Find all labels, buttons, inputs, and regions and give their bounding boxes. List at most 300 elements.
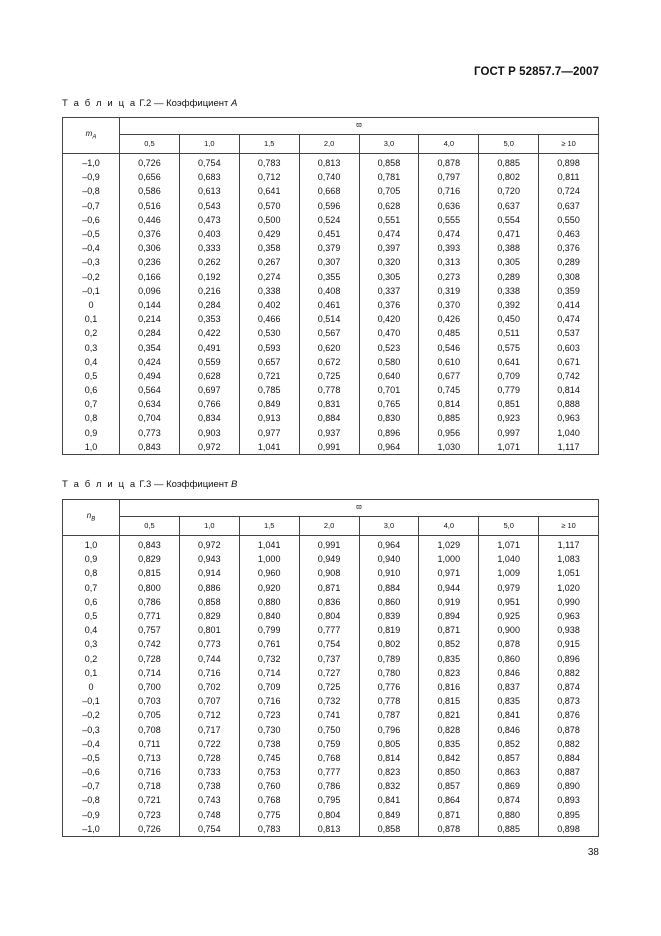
coefficient-cell: 0,214 [120, 312, 180, 326]
table-row [63, 566, 599, 580]
coefficient-cell: 0,672 [299, 355, 359, 369]
coefficient-cell: 0,894 [419, 609, 479, 623]
alpha-value-header: 5,0 [479, 135, 539, 154]
coefficient-cell: 0,474 [539, 312, 599, 326]
coefficient-cell: 0,716 [179, 666, 239, 680]
coefficient-cell: 0,714 [239, 666, 299, 680]
coefficient-cell: 0,723 [120, 808, 180, 822]
row-parameter-cell: –0,1 [63, 694, 120, 708]
coefficient-cell: 0,777 [299, 765, 359, 779]
coefficient-cell: 0,819 [359, 623, 419, 637]
coefficient-cell: 0,768 [239, 793, 299, 807]
coefficient-cell: 0,963 [539, 609, 599, 623]
coefficient-cell: 0,841 [479, 708, 539, 722]
coefficient-cell: 1,000 [239, 552, 299, 566]
coefficient-cell: 1,083 [539, 552, 599, 566]
coefficient-cell: 0,900 [479, 623, 539, 637]
coefficient-cell: 0,567 [299, 326, 359, 340]
coefficient-cell: 0,869 [479, 779, 539, 793]
coefficient-cell: 0,711 [120, 737, 180, 751]
coefficient-cell: 1,009 [479, 566, 539, 580]
table-row [63, 397, 599, 411]
table-row [63, 666, 599, 680]
coefficient-cell: 0,743 [179, 793, 239, 807]
coefficient-cell: 0,858 [359, 822, 419, 837]
table-row [63, 536, 599, 553]
table-g2 [62, 117, 599, 455]
coefficient-cell: 0,852 [479, 737, 539, 751]
coefficient-cell: 1,117 [539, 536, 599, 553]
coefficient-cell: 0,786 [120, 595, 180, 609]
coefficient-cell: 0,725 [299, 680, 359, 694]
coefficient-cell: 0,338 [479, 284, 539, 298]
table-g3 [62, 499, 599, 837]
coefficient-cell: 1,029 [419, 536, 479, 553]
coefficient-cell: 0,744 [179, 652, 239, 666]
coefficient-cell: 0,707 [179, 694, 239, 708]
coefficient-cell: 0,603 [539, 340, 599, 354]
table-row [63, 383, 599, 397]
coefficient-cell: 0,839 [359, 609, 419, 623]
coefficient-cell: 0,313 [419, 255, 479, 269]
coefficient-cell: 0,709 [239, 680, 299, 694]
row-parameter-cell: –0,9 [63, 170, 120, 184]
coefficient-cell: 0,878 [419, 822, 479, 837]
coefficient-cell: 0,804 [299, 808, 359, 822]
coefficient-cell: 0,388 [479, 241, 539, 255]
coefficient-cell: 0,337 [359, 284, 419, 298]
coefficient-cell: 0,668 [299, 184, 359, 198]
row-parameter-cell: –1,0 [63, 154, 120, 171]
coefficient-cell: 0,570 [239, 199, 299, 213]
row-parameter-cell: 1,0 [63, 440, 120, 455]
coefficient-cell: 1,040 [539, 426, 599, 440]
table-g3-caption-dash: — [153, 479, 164, 490]
coefficient-cell: 0,801 [179, 623, 239, 637]
coefficient-cell: 0,776 [359, 680, 419, 694]
table-row [63, 765, 599, 779]
coefficient-cell: 0,814 [539, 383, 599, 397]
coefficient-cell: 0,466 [239, 312, 299, 326]
coefficient-cell: 0,530 [239, 326, 299, 340]
coefficient-cell: 0,778 [299, 383, 359, 397]
coefficient-cell: 0,683 [179, 170, 239, 184]
coefficient-cell: 0,816 [419, 680, 479, 694]
coefficient-cell: 0,393 [419, 241, 479, 255]
coefficient-cell: 0,700 [120, 680, 180, 694]
coefficient-cell: 0,832 [359, 779, 419, 793]
coefficient-cell: 0,884 [539, 751, 599, 765]
coefficient-cell: 0,903 [179, 426, 239, 440]
alpha-value-header: 1,5 [239, 135, 299, 154]
coefficient-cell: 0,888 [539, 397, 599, 411]
table-row [63, 694, 599, 708]
coefficient-cell: 0,353 [179, 312, 239, 326]
coefficient-cell: 0,884 [299, 411, 359, 425]
coefficient-cell: 0,937 [299, 426, 359, 440]
row-parameter-cell: –0,7 [63, 779, 120, 793]
coefficient-cell: 0,858 [359, 154, 419, 171]
coefficient-cell: 0,979 [479, 581, 539, 595]
coefficient-cell: 0,814 [359, 751, 419, 765]
coefficient-cell: 0,748 [179, 808, 239, 822]
coefficient-cell: 0,720 [479, 184, 539, 198]
coefficient-cell: 0,874 [539, 680, 599, 694]
table-g3-caption-prefix: Т а б л и ц а [62, 479, 137, 490]
coefficient-cell: 0,795 [299, 793, 359, 807]
coefficient-cell: 0,938 [539, 623, 599, 637]
row-parameter-cell: 0,4 [63, 355, 120, 369]
table-row [63, 708, 599, 722]
coefficient-cell: 0,308 [539, 270, 599, 284]
coefficient-cell: 0,960 [239, 566, 299, 580]
coefficient-cell: 0,754 [299, 637, 359, 651]
coefficient-cell: 0,757 [120, 623, 180, 637]
coefficient-cell: 0,779 [479, 383, 539, 397]
coefficient-cell: 0,858 [179, 595, 239, 609]
coefficient-cell: 0,898 [539, 822, 599, 837]
coefficient-cell: 0,997 [479, 426, 539, 440]
row-parameter-cell: –0,5 [63, 751, 120, 765]
coefficient-cell: 1,020 [539, 581, 599, 595]
coefficient-cell: 0,871 [419, 808, 479, 822]
coefficient-cell: 0,550 [539, 213, 599, 227]
coefficient-cell: 0,811 [539, 170, 599, 184]
coefficient-cell: 0,852 [419, 637, 479, 651]
table-g2-caption-number: Г.2 [139, 98, 152, 109]
coefficient-cell: 0,857 [419, 779, 479, 793]
row-parameter-cell: –0,6 [63, 213, 120, 227]
coefficient-cell: 0,424 [120, 355, 180, 369]
coefficient-cell: 0,895 [539, 808, 599, 822]
table-row [63, 184, 599, 198]
coefficient-cell: 0,697 [179, 383, 239, 397]
coefficient-cell: 0,551 [359, 213, 419, 227]
row-parameter-cell: 0 [63, 680, 120, 694]
coefficient-cell: 0,704 [120, 411, 180, 425]
row-parameter-cell: –0,8 [63, 184, 120, 198]
coefficient-cell: 0,797 [419, 170, 479, 184]
coefficient-cell: 0,886 [179, 581, 239, 595]
coefficient-cell: 0,320 [359, 255, 419, 269]
row-parameter-cell: 0,9 [63, 426, 120, 440]
table-g3-alpha-header: ϖ [120, 500, 599, 517]
coefficient-cell: 0,397 [359, 241, 419, 255]
coefficient-cell: 0,516 [120, 199, 180, 213]
coefficient-cell: 0,359 [539, 284, 599, 298]
coefficient-cell: 0,596 [299, 199, 359, 213]
row-parameter-cell: 0,7 [63, 397, 120, 411]
row-parameter-cell: 0,4 [63, 623, 120, 637]
coefficient-cell: 0,450 [479, 312, 539, 326]
coefficient-cell: 0,096 [120, 284, 180, 298]
coefficient-cell: 0,786 [299, 779, 359, 793]
coefficient-cell: 0,446 [120, 213, 180, 227]
table-g2-caption-title: Коэффициент [166, 98, 229, 109]
coefficient-cell: 0,760 [239, 779, 299, 793]
coefficient-cell: 0,805 [359, 737, 419, 751]
coefficient-cell: 0,274 [239, 270, 299, 284]
table-g2-caption-dash: — [153, 98, 164, 109]
coefficient-cell: 0,414 [539, 298, 599, 312]
table-row [63, 369, 599, 383]
coefficient-cell: 0,730 [239, 722, 299, 736]
coefficient-cell: 0,403 [179, 227, 239, 241]
coefficient-cell: 1,071 [479, 440, 539, 455]
coefficient-cell: 0,429 [239, 227, 299, 241]
coefficient-cell: 0,773 [179, 637, 239, 651]
coefficient-cell: 0,768 [299, 751, 359, 765]
table-g3-caption [62, 479, 237, 490]
coefficient-cell: 0,745 [419, 383, 479, 397]
coefficient-cell: 0,860 [359, 595, 419, 609]
table-row [63, 312, 599, 326]
coefficient-cell: 0,559 [179, 355, 239, 369]
coefficient-cell: 0,964 [359, 536, 419, 553]
table-g2-caption-symbol: A [230, 98, 238, 109]
coefficient-cell: 0,555 [419, 213, 479, 227]
coefficient-cell: 0,836 [299, 595, 359, 609]
coefficient-cell: 0,834 [179, 411, 239, 425]
coefficient-cell: 0,628 [179, 369, 239, 383]
coefficient-cell: 0,726 [120, 154, 180, 171]
coefficient-cell: 0,236 [120, 255, 180, 269]
coefficient-cell: 0,742 [120, 637, 180, 651]
alpha-value-header: 4,0 [419, 517, 479, 536]
coefficient-cell: 0,641 [239, 184, 299, 198]
coefficient-cell: 0,702 [179, 680, 239, 694]
coefficient-cell: 0,463 [539, 227, 599, 241]
alpha-value-header: 3,0 [359, 517, 419, 536]
row-parameter-cell: 0,1 [63, 666, 120, 680]
coefficient-cell: 0,580 [359, 355, 419, 369]
row-parameter-cell: 1,0 [63, 536, 120, 553]
coefficient-cell: 0,524 [299, 213, 359, 227]
coefficient-cell: 0,843 [120, 536, 180, 553]
coefficient-cell: 0,712 [179, 708, 239, 722]
coefficient-cell: 0,494 [120, 369, 180, 383]
coefficient-cell: 0,355 [299, 270, 359, 284]
coefficient-cell: 0,727 [299, 666, 359, 680]
table-g3-caption-number: Г.3 [139, 479, 152, 490]
coefficient-cell: 0,523 [359, 340, 419, 354]
alpha-value-header: 0,5 [120, 517, 180, 536]
coefficient-cell: 0,849 [359, 808, 419, 822]
coefficient-cell: 0,759 [299, 737, 359, 751]
table-row [63, 270, 599, 284]
coefficient-cell: 0,705 [359, 184, 419, 198]
coefficient-cell: 0,370 [419, 298, 479, 312]
table-row [63, 326, 599, 340]
row-parameter-cell: –0,6 [63, 765, 120, 779]
row-parameter-cell: –0,2 [63, 270, 120, 284]
document-standard-code: ГОСТ Р 52857.7—2007 [474, 66, 599, 78]
coefficient-cell: 0,884 [359, 581, 419, 595]
coefficient-cell: 0,880 [479, 808, 539, 822]
coefficient-cell: 0,712 [239, 170, 299, 184]
table-g2-caption-prefix: Т а б л и ц а [62, 98, 137, 109]
coefficient-cell: 0,800 [120, 581, 180, 595]
coefficient-cell: 0,815 [120, 566, 180, 580]
coefficient-cell: 0,780 [359, 666, 419, 680]
coefficient-cell: 1,000 [419, 552, 479, 566]
coefficient-cell: 1,041 [239, 536, 299, 553]
coefficient-cell: 0,144 [120, 298, 180, 312]
coefficient-cell: 1,117 [539, 440, 599, 455]
table-row [63, 154, 599, 171]
alpha-value-header: ≥ 10 [539, 517, 599, 536]
coefficient-cell: 0,908 [299, 566, 359, 580]
coefficient-cell: 0,963 [539, 411, 599, 425]
row-parameter-cell: 0,2 [63, 652, 120, 666]
coefficient-cell: 0,620 [299, 340, 359, 354]
coefficient-cell: 0,537 [539, 326, 599, 340]
coefficient-cell: 0,511 [479, 326, 539, 340]
alpha-value-header: 2,0 [299, 517, 359, 536]
table-row [63, 170, 599, 184]
table-g2-alpha-values-row [63, 135, 599, 154]
coefficient-cell: 1,071 [479, 536, 539, 553]
coefficient-cell: 0,586 [120, 184, 180, 198]
coefficient-cell: 0,882 [539, 666, 599, 680]
coefficient-cell: 0,610 [419, 355, 479, 369]
coefficient-cell: 0,887 [539, 765, 599, 779]
coefficient-cell: 0,500 [239, 213, 299, 227]
coefficient-cell: 0,940 [359, 552, 419, 566]
coefficient-cell: 0,738 [179, 779, 239, 793]
row-parameter-cell: 0 [63, 298, 120, 312]
coefficient-cell: 0,785 [239, 383, 299, 397]
alpha-value-header: 0,5 [120, 135, 180, 154]
table-row [63, 737, 599, 751]
coefficient-cell: 0,885 [479, 822, 539, 837]
coefficient-cell: 0,641 [479, 355, 539, 369]
coefficient-cell: 0,740 [299, 170, 359, 184]
row-parameter-cell: 0,5 [63, 369, 120, 383]
coefficient-cell: 0,716 [419, 184, 479, 198]
table-row [63, 552, 599, 566]
coefficient-cell: 0,804 [299, 609, 359, 623]
coefficient-cell: 0,354 [120, 340, 180, 354]
coefficient-cell: 0,956 [419, 426, 479, 440]
table-row [63, 637, 599, 651]
coefficient-cell: 0,896 [539, 652, 599, 666]
coefficient-cell: 0,781 [359, 170, 419, 184]
coefficient-cell: 0,943 [179, 552, 239, 566]
coefficient-cell: 0,422 [179, 326, 239, 340]
coefficient-cell: 0,262 [179, 255, 239, 269]
coefficient-cell: 0,721 [239, 369, 299, 383]
row-parameter-cell: –0,9 [63, 808, 120, 822]
table-g3-alpha-values-row [63, 517, 599, 536]
coefficient-cell: 0,738 [239, 737, 299, 751]
coefficient-cell: 0,728 [120, 652, 180, 666]
coefficient-cell: 0,771 [120, 609, 180, 623]
coefficient-cell: 0,775 [239, 808, 299, 822]
table-row [63, 595, 599, 609]
row-parameter-cell: 0,8 [63, 411, 120, 425]
coefficient-cell: 0,860 [479, 652, 539, 666]
row-parameter-cell: –0,2 [63, 708, 120, 722]
coefficient-cell: 0,273 [419, 270, 479, 284]
coefficient-cell: 0,972 [179, 440, 239, 455]
coefficient-cell: 0,637 [539, 199, 599, 213]
coefficient-cell: 0,613 [179, 184, 239, 198]
coefficient-cell: 0,857 [479, 751, 539, 765]
coefficient-cell: 1,051 [539, 566, 599, 580]
row-parameter-cell: –0,8 [63, 793, 120, 807]
coefficient-cell: 0,564 [120, 383, 180, 397]
coefficient-cell: 0,284 [179, 298, 239, 312]
coefficient-cell: 0,799 [239, 623, 299, 637]
coefficient-cell: 0,305 [479, 255, 539, 269]
coefficient-cell: 0,754 [179, 154, 239, 171]
coefficient-cell: 0,971 [419, 566, 479, 580]
coefficient-cell: 0,915 [539, 637, 599, 651]
coefficient-cell: 0,787 [359, 708, 419, 722]
coefficient-cell: 0,991 [299, 536, 359, 553]
coefficient-cell: 0,761 [239, 637, 299, 651]
coefficient-cell: 0,843 [120, 440, 180, 455]
coefficient-cell: 0,846 [479, 722, 539, 736]
table-row [63, 355, 599, 369]
coefficient-cell: 0,796 [359, 722, 419, 736]
coefficient-cell: 0,885 [419, 411, 479, 425]
coefficient-cell: 0,716 [120, 765, 180, 779]
coefficient-cell: 0,871 [299, 581, 359, 595]
table-row [63, 808, 599, 822]
coefficient-cell: 0,789 [359, 652, 419, 666]
coefficient-cell: 0,977 [239, 426, 299, 440]
table-g2-caption [62, 98, 237, 109]
coefficient-cell: 0,708 [120, 722, 180, 736]
row-parameter-cell: 0,6 [63, 383, 120, 397]
coefficient-cell: 0,815 [419, 694, 479, 708]
row-parameter-cell: –0,4 [63, 737, 120, 751]
coefficient-cell: 0,722 [179, 737, 239, 751]
coefficient-cell: 1,040 [479, 552, 539, 566]
coefficient-cell: 0,554 [479, 213, 539, 227]
coefficient-cell: 0,267 [239, 255, 299, 269]
coefficient-cell: 0,634 [120, 397, 180, 411]
coefficient-cell: 0,358 [239, 241, 299, 255]
coefficient-cell: 0,829 [179, 609, 239, 623]
coefficient-cell: 0,732 [299, 694, 359, 708]
coefficient-cell: 0,742 [539, 369, 599, 383]
table-g3-caption-title: Коэффициент [166, 479, 229, 490]
coefficient-cell: 0,733 [179, 765, 239, 779]
coefficient-cell: 0,470 [359, 326, 419, 340]
coefficient-cell: 0,575 [479, 340, 539, 354]
table-row [63, 340, 599, 354]
table-row [63, 241, 599, 255]
coefficient-cell: 0,823 [359, 765, 419, 779]
coefficient-cell: 0,873 [539, 694, 599, 708]
coefficient-cell: 0,949 [299, 552, 359, 566]
table-g2-corner-header: $m_A$ [63, 118, 120, 154]
alpha-value-header: 2,0 [299, 135, 359, 154]
table-row [63, 623, 599, 637]
table-row [63, 199, 599, 213]
coefficient-cell: 0,745 [239, 751, 299, 765]
coefficient-cell: 0,319 [419, 284, 479, 298]
coefficient-cell: 0,721 [120, 793, 180, 807]
row-parameter-cell: –0,3 [63, 722, 120, 736]
table-row [63, 751, 599, 765]
row-parameter-cell: 0,9 [63, 552, 120, 566]
coefficient-cell: 0,705 [120, 708, 180, 722]
table-row [63, 284, 599, 298]
